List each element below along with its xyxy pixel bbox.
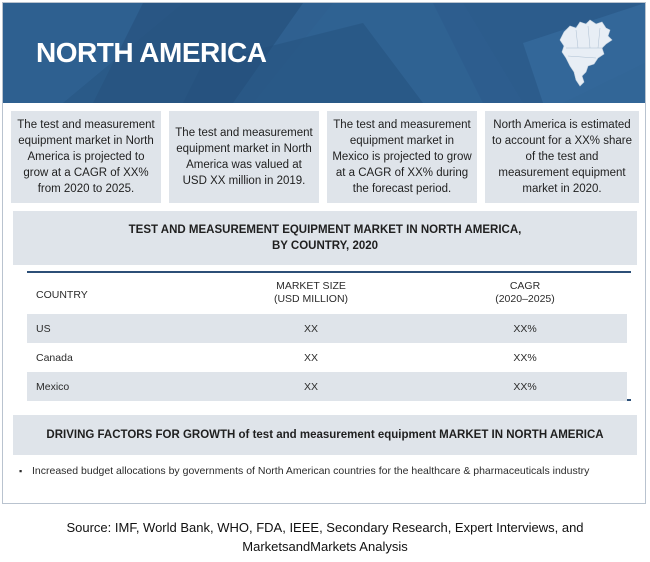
cell-cagr: XX% (513, 381, 537, 393)
page-title: NORTH AMERICA (36, 37, 267, 68)
col-header-cagr-line2: (2020–2025) (495, 293, 555, 305)
drivers-title-bold: DRIVING FACTORS FOR GROWTH (46, 429, 236, 441)
table-header-row (27, 273, 627, 314)
cell-country: Mexico (36, 381, 70, 393)
drivers-title-rest: of test and measurement equipment MARKET IN NORTH AMERICA (235, 429, 604, 441)
source-note (20, 518, 630, 556)
cell-country: US (36, 323, 51, 335)
table-title-line2: BY COUNTRY, 2020 (271, 240, 379, 252)
table-title-line1: TEST AND MEASUREMENT EQUIPMENT MARKET IN NORTH AMERICA, (128, 224, 522, 236)
cell-cagr: XX% (513, 323, 537, 335)
list-item (17, 463, 629, 479)
table-section-title (13, 211, 637, 265)
col-header-country: COUNTRY (36, 289, 88, 301)
source-line2: MarketsandMarkets Analysis (242, 539, 408, 554)
col-header-cagr (425, 280, 625, 306)
fact-card-market-value: The test and measurement equipment market in North America was valued at USD XX million in 2019. (169, 111, 319, 203)
cell-market-size: XX (303, 381, 318, 393)
fact-card-cagr: The test and measurement equipment market in North America is projected to grow at a CAGR of XX% from 2020 to 2025. (11, 111, 161, 203)
infographic-frame (2, 2, 646, 504)
fact-card-share: North America is estimated to account for a XX% share of the test and measurement equipment market in 2020. (485, 111, 639, 203)
col-header-market-size (211, 280, 411, 306)
col-header-market-size-line2: (USD MILLION) (273, 293, 349, 305)
driver-text: Increased budget allocations by governments of North American countries for the healthcare & pharmaceuticals industry (32, 465, 590, 477)
cell-cagr: XX% (513, 352, 537, 364)
table-row (27, 314, 627, 343)
key-facts (11, 111, 639, 203)
cell-market-size: XX (303, 352, 318, 364)
table-row (27, 372, 627, 401)
drivers-section-title (13, 415, 637, 455)
bullet-icon: ▪ (19, 466, 23, 476)
cell-market-size: XX (303, 323, 318, 335)
fact-card-mexico: The test and measurement equipment market in Mexico is projected to grow at a CAGR of XX% during the forecast period. (327, 111, 477, 203)
header-banner (3, 3, 645, 103)
drivers-list (17, 463, 629, 479)
cell-country: Canada (36, 352, 73, 364)
col-header-market-size-line1: MARKET SIZE (276, 280, 346, 292)
col-header-cagr-line1: CAGR (509, 280, 541, 292)
table-row (27, 343, 627, 372)
source-line1: Source: IMF, World Bank, WHO, FDA, IEEE, Secondary Research, Expert Interviews, and (66, 520, 584, 535)
country-table (27, 271, 631, 401)
north-america-map-icon (556, 18, 616, 90)
